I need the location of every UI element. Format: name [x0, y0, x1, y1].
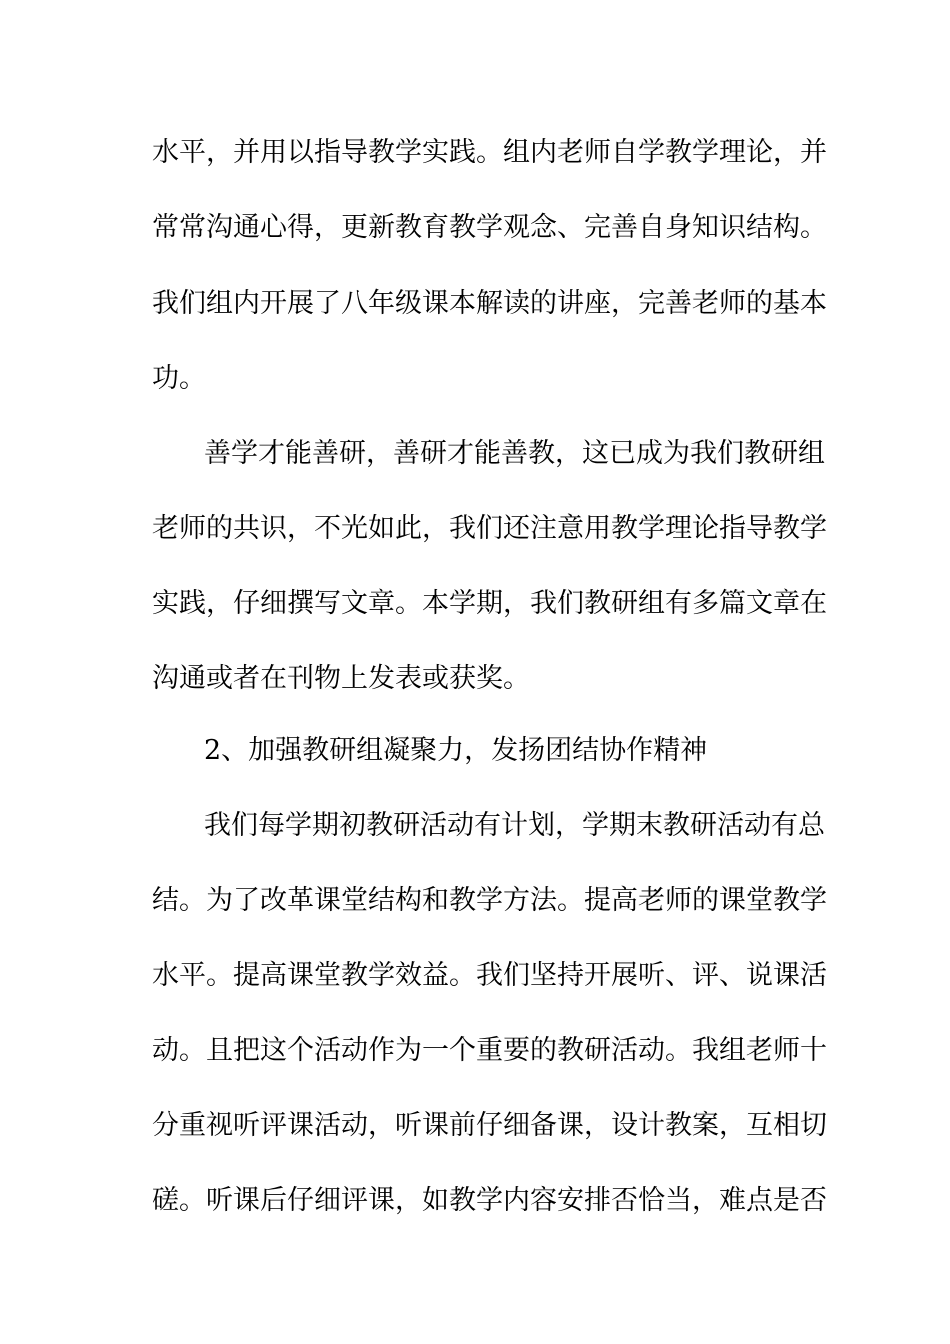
text-line: 水平，并用以指导教学实践。组内老师自学教学理论，并: [152, 137, 827, 168]
text-line: 实践，仔细撰写文章。本学期，我们教研组有多篇文章在: [152, 588, 827, 619]
section-heading: 2、加强教研组凝聚力，发扬团结协作精神: [204, 735, 708, 766]
text-line: 我们组内开展了八年级课本解读的讲座，完善老师的基本: [152, 288, 827, 319]
paragraph-first-line: 我们每学期初教研活动有计划，学期末教研活动有总: [204, 810, 825, 841]
text-line: 磋。听课后仔细评课，如教学内容安排否恰当，难点是否: [152, 1185, 827, 1216]
text-line: 动。且把这个活动作为一个重要的教研活动。我组老师十: [152, 1035, 827, 1066]
text-line: 功。: [152, 363, 206, 394]
text-line: 水平。提高课堂教学效益。我们坚持开展听、评、说课活: [152, 960, 827, 991]
text-line: 常常沟通心得，更新教育教学观念、完善自身知识结构。: [152, 212, 827, 243]
text-line: 分重视听评课活动，听课前仔细备课，设计教案，互相切: [152, 1110, 827, 1141]
text-line: 老师的共识，不光如此，我们还注意用教学理论指导教学: [152, 513, 827, 544]
text-line: 结。为了改革课堂结构和教学方法。提高老师的课堂教学: [152, 885, 827, 916]
text-line: 沟通或者在刊物上发表或获奖。: [152, 663, 530, 694]
paragraph-first-line: 善学才能善研，善研才能善教，这已成为我们教研组: [204, 438, 825, 469]
